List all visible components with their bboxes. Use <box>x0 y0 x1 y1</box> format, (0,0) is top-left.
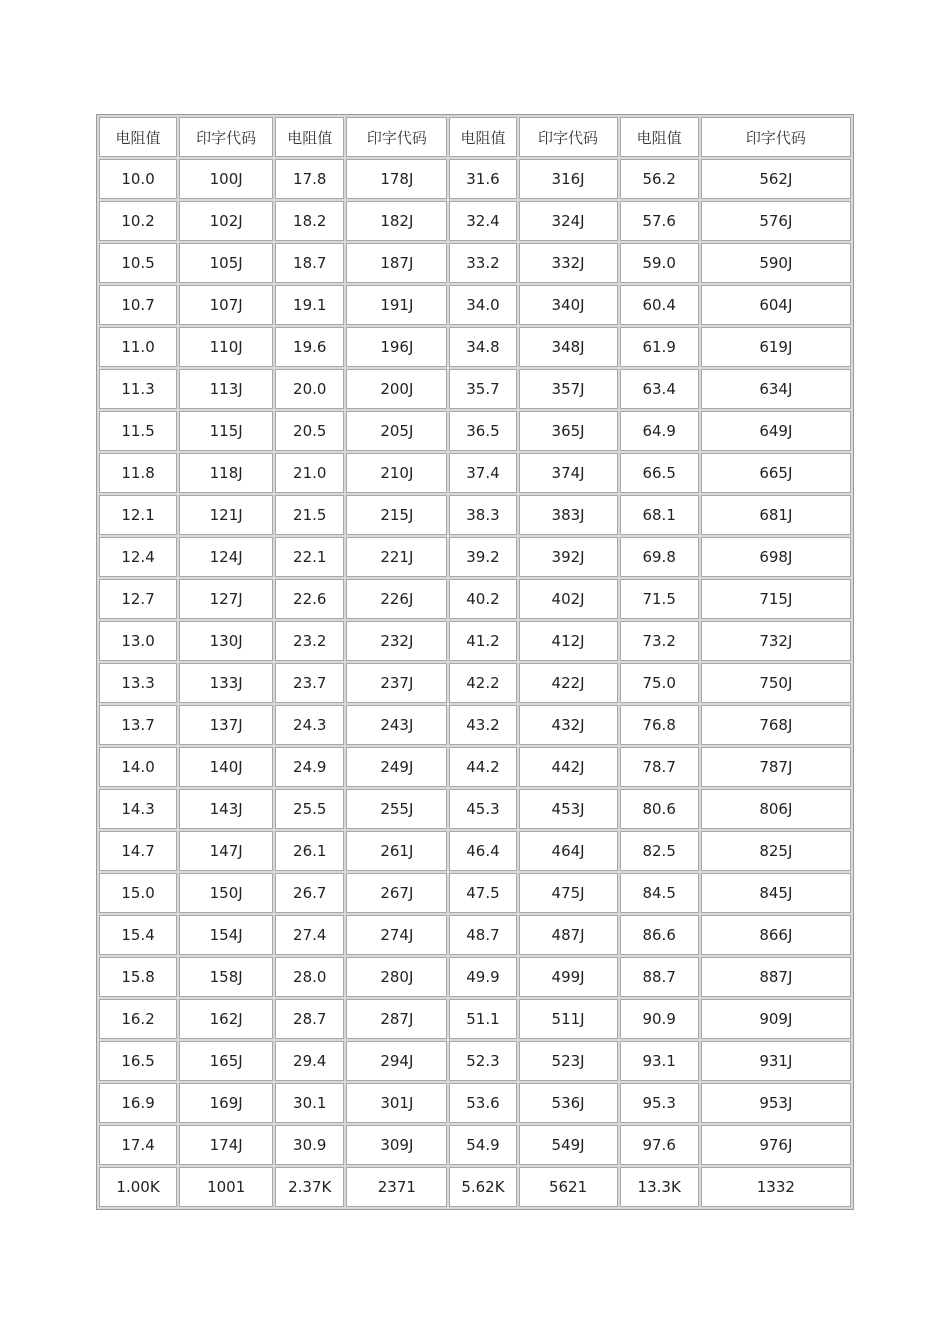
resistance-value-cell: 75.0 <box>620 663 699 703</box>
resistance-value-cell: 60.4 <box>620 285 699 325</box>
resistance-value-cell: 31.6 <box>449 159 516 199</box>
marking-code-cell: 309J <box>346 1125 447 1165</box>
resistance-value-cell: 14.0 <box>99 747 177 787</box>
resistance-value-cell: 14.7 <box>99 831 177 871</box>
resistance-value-cell: 38.3 <box>449 495 516 535</box>
marking-code-cell: 102J <box>179 201 273 241</box>
resistance-value-cell: 39.2 <box>449 537 516 577</box>
resistance-value-cell: 56.2 <box>620 159 699 199</box>
resistance-value-cell: 43.2 <box>449 705 516 745</box>
marking-code-cell: 536J <box>519 1083 618 1123</box>
marking-code-cell: 143J <box>179 789 273 829</box>
marking-code-cell: 130J <box>179 621 273 661</box>
marking-code-cell: 909J <box>701 999 851 1039</box>
resistance-value-cell: 16.2 <box>99 999 177 1039</box>
table-row <box>99 285 851 325</box>
resistance-value-cell: 13.7 <box>99 705 177 745</box>
resistance-value-cell: 16.5 <box>99 1041 177 1081</box>
marking-code-cell: 845J <box>701 873 851 913</box>
marking-code-cell: 348J <box>519 327 618 367</box>
table-row <box>99 201 851 241</box>
resistance-value-cell: 11.5 <box>99 411 177 451</box>
resistance-value-cell: 10.5 <box>99 243 177 283</box>
resistance-value-cell: 26.7 <box>275 873 344 913</box>
resistance-value-cell: 48.7 <box>449 915 516 955</box>
resistance-value-cell: 13.3K <box>620 1167 699 1207</box>
marking-code-cell: 866J <box>701 915 851 955</box>
marking-code-cell: 365J <box>519 411 618 451</box>
table-row <box>99 495 851 535</box>
resistance-value-cell: 40.2 <box>449 579 516 619</box>
marking-code-cell: 121J <box>179 495 273 535</box>
resistance-value-cell: 13.3 <box>99 663 177 703</box>
marking-code-cell: 402J <box>519 579 618 619</box>
resistance-value-cell: 12.4 <box>99 537 177 577</box>
marking-code-cell: 232J <box>346 621 447 661</box>
marking-code-cell: 412J <box>519 621 618 661</box>
marking-code-cell: 5621 <box>519 1167 618 1207</box>
marking-code-cell: 110J <box>179 327 273 367</box>
marking-code-cell: 287J <box>346 999 447 1039</box>
resistor-code-table <box>96 114 854 1210</box>
resistance-value-cell: 53.6 <box>449 1083 516 1123</box>
marking-code-cell: 200J <box>346 369 447 409</box>
resistance-value-cell: 11.3 <box>99 369 177 409</box>
marking-code-cell: 249J <box>346 747 447 787</box>
table-row <box>99 1083 851 1123</box>
marking-code-cell: 464J <box>519 831 618 871</box>
resistance-value-cell: 23.2 <box>275 621 344 661</box>
marking-code-cell: 649J <box>701 411 851 451</box>
header-resistance-value: 电阻值 <box>449 117 516 157</box>
resistance-value-cell: 12.1 <box>99 495 177 535</box>
marking-code-cell: 392J <box>519 537 618 577</box>
marking-code-cell: 165J <box>179 1041 273 1081</box>
marking-code-cell: 383J <box>519 495 618 535</box>
header-resistance-value: 电阻值 <box>620 117 699 157</box>
marking-code-cell: 887J <box>701 957 851 997</box>
resistance-value-cell: 46.4 <box>449 831 516 871</box>
marking-code-cell: 487J <box>519 915 618 955</box>
resistance-value-cell: 57.6 <box>620 201 699 241</box>
marking-code-cell: 825J <box>701 831 851 871</box>
resistance-value-cell: 42.2 <box>449 663 516 703</box>
resistance-value-cell: 37.4 <box>449 453 516 493</box>
marking-code-cell: 340J <box>519 285 618 325</box>
marking-code-cell: 590J <box>701 243 851 283</box>
resistance-value-cell: 25.5 <box>275 789 344 829</box>
marking-code-cell: 453J <box>519 789 618 829</box>
marking-code-cell: 976J <box>701 1125 851 1165</box>
table-row <box>99 327 851 367</box>
resistance-value-cell: 80.6 <box>620 789 699 829</box>
resistance-value-cell: 30.9 <box>275 1125 344 1165</box>
marking-code-cell: 255J <box>346 789 447 829</box>
resistance-value-cell: 71.5 <box>620 579 699 619</box>
marking-code-cell: 274J <box>346 915 447 955</box>
resistance-value-cell: 35.7 <box>449 369 516 409</box>
marking-code-cell: 215J <box>346 495 447 535</box>
marking-code-cell: 665J <box>701 453 851 493</box>
resistance-value-cell: 30.1 <box>275 1083 344 1123</box>
resistance-value-cell: 10.2 <box>99 201 177 241</box>
marking-code-cell: 1332 <box>701 1167 851 1207</box>
resistance-value-cell: 36.5 <box>449 411 516 451</box>
resistance-value-cell: 10.0 <box>99 159 177 199</box>
table-row <box>99 369 851 409</box>
marking-code-cell: 953J <box>701 1083 851 1123</box>
table-header-row <box>99 117 851 157</box>
marking-code-cell: 182J <box>346 201 447 241</box>
marking-code-cell: 698J <box>701 537 851 577</box>
marking-code-cell: 205J <box>346 411 447 451</box>
marking-code-cell: 634J <box>701 369 851 409</box>
marking-code-cell: 113J <box>179 369 273 409</box>
table-row <box>99 915 851 955</box>
table-row <box>99 453 851 493</box>
marking-code-cell: 576J <box>701 201 851 241</box>
marking-code-cell: 115J <box>179 411 273 451</box>
marking-code-cell: 124J <box>179 537 273 577</box>
marking-code-cell: 158J <box>179 957 273 997</box>
marking-code-cell: 931J <box>701 1041 851 1081</box>
resistance-value-cell: 34.8 <box>449 327 516 367</box>
resistance-value-cell: 15.4 <box>99 915 177 955</box>
resistance-value-cell: 47.5 <box>449 873 516 913</box>
resistance-value-cell: 10.7 <box>99 285 177 325</box>
marking-code-cell: 523J <box>519 1041 618 1081</box>
marking-code-cell: 732J <box>701 621 851 661</box>
resistance-value-cell: 86.6 <box>620 915 699 955</box>
marking-code-cell: 154J <box>179 915 273 955</box>
resistance-value-cell: 44.2 <box>449 747 516 787</box>
resistance-value-cell: 84.5 <box>620 873 699 913</box>
resistance-value-cell: 34.0 <box>449 285 516 325</box>
resistance-value-cell: 5.62K <box>449 1167 516 1207</box>
resistance-value-cell: 28.7 <box>275 999 344 1039</box>
resistance-value-cell: 15.8 <box>99 957 177 997</box>
table-row <box>99 831 851 871</box>
resistance-value-cell: 90.9 <box>620 999 699 1039</box>
resistance-value-cell: 16.9 <box>99 1083 177 1123</box>
header-marking-code: 印字代码 <box>179 117 273 157</box>
resistance-value-cell: 69.8 <box>620 537 699 577</box>
table-row <box>99 873 851 913</box>
marking-code-cell: 137J <box>179 705 273 745</box>
marking-code-cell: 357J <box>519 369 618 409</box>
table-row <box>99 1125 851 1165</box>
resistance-value-cell: 24.9 <box>275 747 344 787</box>
resistance-value-cell: 19.1 <box>275 285 344 325</box>
marking-code-cell: 604J <box>701 285 851 325</box>
table-row <box>99 663 851 703</box>
resistance-value-cell: 17.8 <box>275 159 344 199</box>
resistance-value-cell: 22.6 <box>275 579 344 619</box>
marking-code-cell: 280J <box>346 957 447 997</box>
marking-code-cell: 118J <box>179 453 273 493</box>
resistance-value-cell: 93.1 <box>620 1041 699 1081</box>
table-row <box>99 789 851 829</box>
marking-code-cell: 150J <box>179 873 273 913</box>
resistance-value-cell: 41.2 <box>449 621 516 661</box>
resistance-value-cell: 2.37K <box>275 1167 344 1207</box>
header-marking-code: 印字代码 <box>519 117 618 157</box>
resistance-value-cell: 52.3 <box>449 1041 516 1081</box>
resistance-value-cell: 21.5 <box>275 495 344 535</box>
marking-code-cell: 210J <box>346 453 447 493</box>
resistance-value-cell: 68.1 <box>620 495 699 535</box>
marking-code-cell: 2371 <box>346 1167 447 1207</box>
resistance-value-cell: 21.0 <box>275 453 344 493</box>
table-row <box>99 579 851 619</box>
marking-code-cell: 107J <box>179 285 273 325</box>
marking-code-cell: 105J <box>179 243 273 283</box>
resistance-value-cell: 95.3 <box>620 1083 699 1123</box>
resistance-value-cell: 51.1 <box>449 999 516 1039</box>
table-row <box>99 705 851 745</box>
resistance-value-cell: 19.6 <box>275 327 344 367</box>
marking-code-cell: 174J <box>179 1125 273 1165</box>
resistance-value-cell: 1.00K <box>99 1167 177 1207</box>
marking-code-cell: 133J <box>179 663 273 703</box>
table-row <box>99 243 851 283</box>
resistance-value-cell: 54.9 <box>449 1125 516 1165</box>
marking-code-cell: 196J <box>346 327 447 367</box>
table-row <box>99 1041 851 1081</box>
resistance-value-cell: 61.9 <box>620 327 699 367</box>
marking-code-cell: 169J <box>179 1083 273 1123</box>
marking-code-cell: 511J <box>519 999 618 1039</box>
marking-code-cell: 221J <box>346 537 447 577</box>
resistance-value-cell: 24.3 <box>275 705 344 745</box>
marking-code-cell: 267J <box>346 873 447 913</box>
resistance-value-cell: 26.1 <box>275 831 344 871</box>
marking-code-cell: 140J <box>179 747 273 787</box>
resistance-value-cell: 29.4 <box>275 1041 344 1081</box>
marking-code-cell: 750J <box>701 663 851 703</box>
marking-code-cell: 422J <box>519 663 618 703</box>
resistance-value-cell: 18.2 <box>275 201 344 241</box>
marking-code-cell: 619J <box>701 327 851 367</box>
resistance-value-cell: 73.2 <box>620 621 699 661</box>
table-row <box>99 159 851 199</box>
resistance-value-cell: 66.5 <box>620 453 699 493</box>
marking-code-cell: 432J <box>519 705 618 745</box>
resistance-value-cell: 76.8 <box>620 705 699 745</box>
marking-code-cell: 1001 <box>179 1167 273 1207</box>
resistance-value-cell: 22.1 <box>275 537 344 577</box>
marking-code-cell: 324J <box>519 201 618 241</box>
resistance-value-cell: 17.4 <box>99 1125 177 1165</box>
header-resistance-value: 电阻值 <box>275 117 344 157</box>
resistance-value-cell: 63.4 <box>620 369 699 409</box>
resistance-value-cell: 59.0 <box>620 243 699 283</box>
resistance-value-cell: 14.3 <box>99 789 177 829</box>
resistance-value-cell: 33.2 <box>449 243 516 283</box>
marking-code-cell: 499J <box>519 957 618 997</box>
resistance-value-cell: 20.5 <box>275 411 344 451</box>
resistance-value-cell: 11.0 <box>99 327 177 367</box>
marking-code-cell: 442J <box>519 747 618 787</box>
marking-code-cell: 243J <box>346 705 447 745</box>
table-row <box>99 621 851 661</box>
resistance-value-cell: 32.4 <box>449 201 516 241</box>
resistance-value-cell: 28.0 <box>275 957 344 997</box>
resistance-value-cell: 49.9 <box>449 957 516 997</box>
resistance-value-cell: 82.5 <box>620 831 699 871</box>
resistance-value-cell: 15.0 <box>99 873 177 913</box>
header-marking-code: 印字代码 <box>346 117 447 157</box>
marking-code-cell: 294J <box>346 1041 447 1081</box>
header-marking-code: 印字代码 <box>701 117 851 157</box>
resistance-value-cell: 18.7 <box>275 243 344 283</box>
marking-code-cell: 301J <box>346 1083 447 1123</box>
resistance-value-cell: 27.4 <box>275 915 344 955</box>
marking-code-cell: 768J <box>701 705 851 745</box>
marking-code-cell: 191J <box>346 285 447 325</box>
resistance-value-cell: 88.7 <box>620 957 699 997</box>
table-row <box>99 537 851 577</box>
resistance-value-cell: 45.3 <box>449 789 516 829</box>
marking-code-cell: 787J <box>701 747 851 787</box>
resistance-value-cell: 11.8 <box>99 453 177 493</box>
marking-code-cell: 100J <box>179 159 273 199</box>
marking-code-cell: 127J <box>179 579 273 619</box>
table-row <box>99 411 851 451</box>
marking-code-cell: 681J <box>701 495 851 535</box>
marking-code-cell: 316J <box>519 159 618 199</box>
table-row <box>99 1167 851 1207</box>
marking-code-cell: 162J <box>179 999 273 1039</box>
marking-code-cell: 147J <box>179 831 273 871</box>
resistance-value-cell: 13.0 <box>99 621 177 661</box>
marking-code-cell: 715J <box>701 579 851 619</box>
marking-code-cell: 237J <box>346 663 447 703</box>
resistance-value-cell: 12.7 <box>99 579 177 619</box>
marking-code-cell: 562J <box>701 159 851 199</box>
marking-code-cell: 178J <box>346 159 447 199</box>
table-row <box>99 957 851 997</box>
resistance-value-cell: 64.9 <box>620 411 699 451</box>
resistance-value-cell: 23.7 <box>275 663 344 703</box>
marking-code-cell: 187J <box>346 243 447 283</box>
table-row <box>99 747 851 787</box>
resistance-value-cell: 78.7 <box>620 747 699 787</box>
resistance-value-cell: 20.0 <box>275 369 344 409</box>
marking-code-cell: 475J <box>519 873 618 913</box>
marking-code-cell: 549J <box>519 1125 618 1165</box>
marking-code-cell: 806J <box>701 789 851 829</box>
table-body <box>99 159 851 1207</box>
marking-code-cell: 226J <box>346 579 447 619</box>
marking-code-cell: 374J <box>519 453 618 493</box>
marking-code-cell: 261J <box>346 831 447 871</box>
header-resistance-value: 电阻值 <box>99 117 177 157</box>
resistance-value-cell: 97.6 <box>620 1125 699 1165</box>
marking-code-cell: 332J <box>519 243 618 283</box>
table-row <box>99 999 851 1039</box>
